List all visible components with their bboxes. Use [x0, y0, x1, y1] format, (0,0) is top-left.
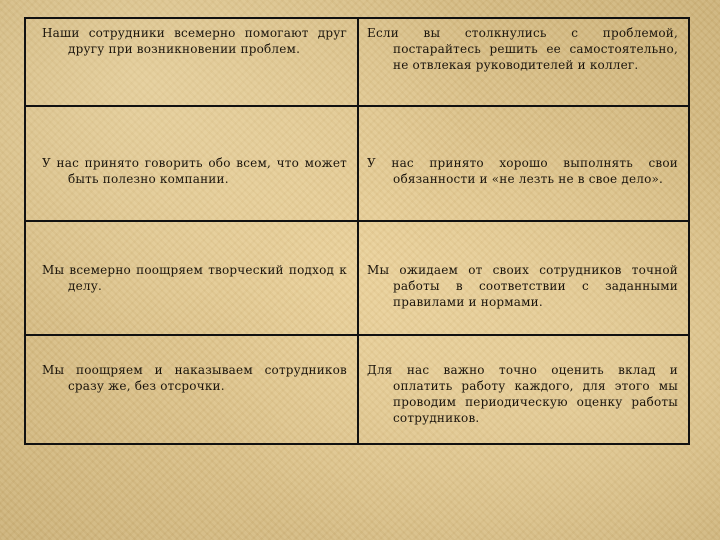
table-row — [26, 19, 688, 107]
table-cell-left — [26, 19, 359, 105]
table-cell-right — [359, 19, 688, 105]
cell-text: У нас принято хорошо выполнять свои обязанности и «не лезть не в свое дело». — [367, 156, 678, 186]
cell-text: Мы поощряем и наказываем сотрудников сразу же, без отсрочки. — [42, 363, 348, 393]
table-row — [26, 336, 688, 443]
cell-text: Мы всемерно поощряем творческий подход к делу. — [42, 263, 348, 293]
table-cell-left — [26, 336, 359, 443]
cell-text: Мы ожидаем от своих сотрудников точной работы в соответствии с заданными правилами и нормами. — [367, 263, 678, 309]
table-cell-left — [26, 107, 359, 220]
table-row — [26, 222, 688, 336]
cell-text: Для нас важно точно оценить вклад и оплатить работу каждого, для этого мы проводим периодическую оценку работы сотрудников. — [367, 363, 678, 425]
table-cell-right — [359, 222, 688, 334]
table-cell-right — [359, 107, 688, 220]
table-cell-left — [26, 222, 359, 334]
cell-text: Наши сотрудники всемерно помогают друг другу при возникновении проблем. — [42, 26, 348, 56]
comparison-table — [24, 17, 690, 445]
cell-text: Если вы столкнулись с проблемой, постарайтесь решить ее самостоятельно, не отвлекая руководителей и коллег. — [367, 26, 678, 72]
table-row — [26, 107, 688, 222]
table-cell-right — [359, 336, 688, 443]
cell-text: У нас принято говорить обо всем, что может быть полезно компании. — [42, 156, 348, 186]
